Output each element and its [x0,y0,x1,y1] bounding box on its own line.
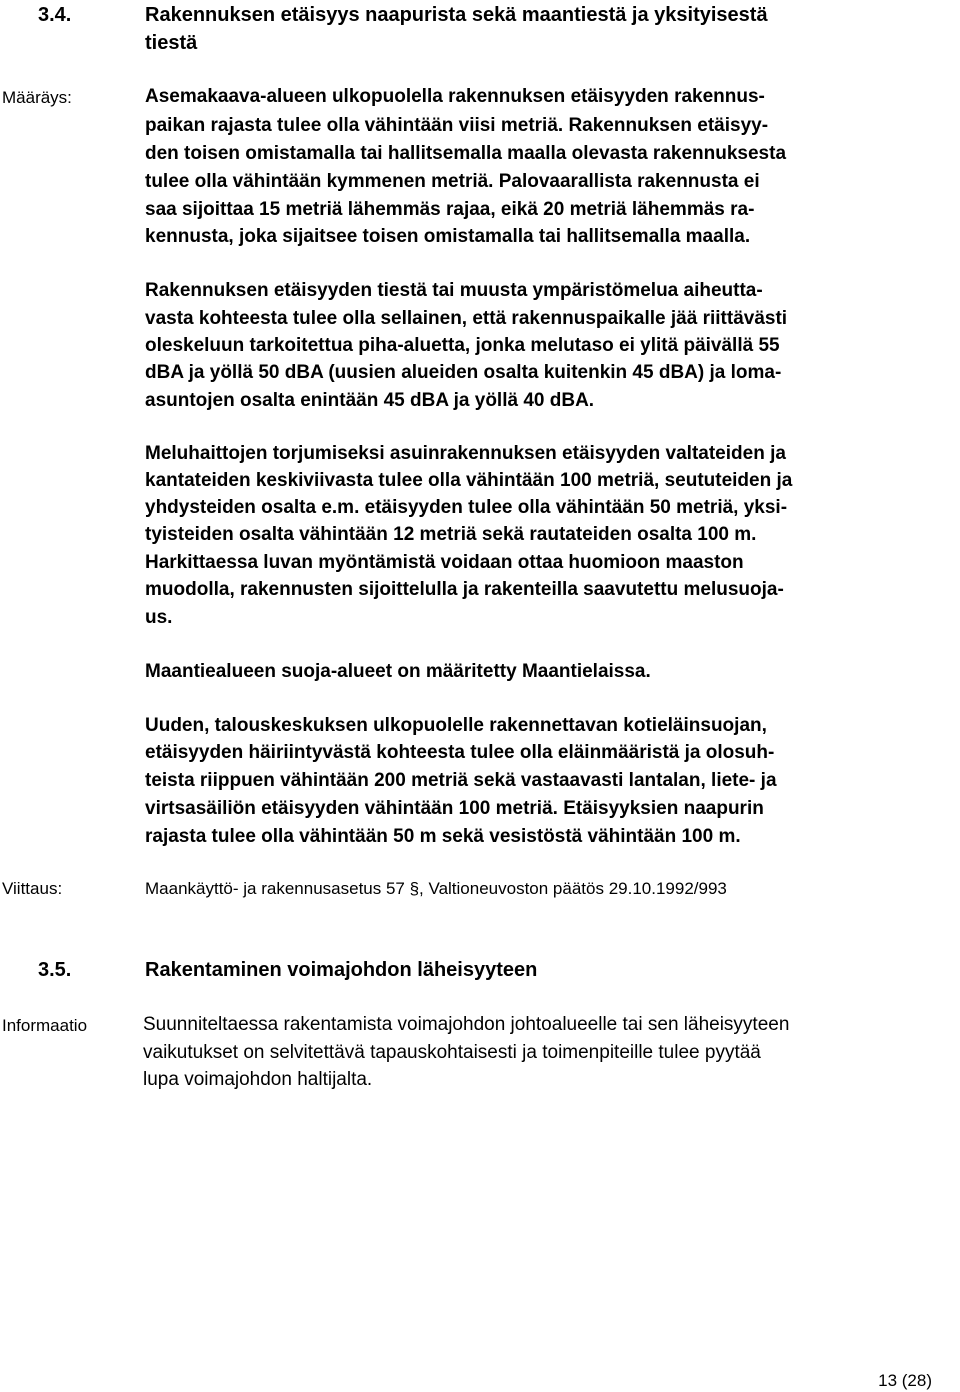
info-line: Suunniteltaessa rakentamista voimajohdon johtoalueelle tai sen läheisyyteen [143,1014,790,1035]
paragraph-line: Rakennuksen etäisyyden tiestä tai muusta ympäristömelua aiheutta- [145,280,763,301]
paragraph-line: us. [145,607,173,628]
paragraph-line: tulee olla vähintään kymmenen metriä. Palovaarallista rakennusta ei [145,171,760,192]
paragraph-line: teista riippuen vähintään 200 metriä sekä vastaavasti lantalan, liete- ja [145,770,777,791]
maarays-label: Määräys: [2,88,72,107]
paragraph-line: kennusta, joka sijaitsee toisen omistamalla tai hallitsemalla maalla. [145,226,751,247]
informaatio-label: Informaatio [2,1016,88,1035]
info-line: vaikutukset on selvitettävä tapauskohtaisesti ja toimenpiteille tulee pyytää [143,1042,761,1063]
paragraph-line: paikan rajasta tulee olla vähintään viisi metriä. Rakennuksen etäisyy- [145,115,769,136]
paragraph-line: dBA ja yöllä 50 dBA (uusien alueiden osalta kuitenkin 45 dBA) ja loma- [145,362,782,383]
paragraph-line: den toisen omistamalla tai hallitsemalla maalla olevasta rakennuksesta [145,143,787,164]
paragraph-line: saa sijoittaa 15 metriä lähemmäs rajaa, eikä 20 metriä lähemmäs ra- [145,199,755,220]
reference-text: Maankäyttö- ja rakennusasetus 57 §, Valtioneuvoston päätös 29.10.1992/993 [145,879,727,898]
paragraph-line: Meluhaittojen torjumiseksi asuinrakennuksen etäisyyden valtateiden ja [145,443,786,464]
section-number: 3.4. [38,4,72,26]
info-line: lupa voimajohdon haltijalta. [143,1069,373,1090]
paragraph-line: tyisteiden osalta vähintään 12 metriä sekä rautateiden osalta 100 m. [145,524,757,545]
page-number: 13 (28) [878,1371,932,1390]
section-title-line: tiestä [145,32,198,54]
paragraph-line: etäisyyden häiriintyvästä kohteesta tulee olla eläinmääristä ja olosuh- [145,742,775,763]
paragraph-line: yhdysteiden osalta e.m. etäisyyden tulee olla vähintään 50 metriä, yksi- [145,497,788,518]
paragraph-line: Uuden, talouskeskuksen ulkopuolelle rakennettavan kotieläinsuojan, [145,715,767,736]
section-title: Rakentaminen voimajohdon läheisyyteen [145,959,538,981]
paragraph-line: vasta kohteesta tulee olla sellainen, että rakennuspaikalle jää riittävästi [145,308,788,329]
paragraph-line: kantateiden keskiviivasta tulee olla vähintään 100 metriä, seututeiden ja [145,470,793,491]
paragraph-line: oleskeluun tarkoitettua piha-aluetta, jonka melutaso ei ylitä päivällä 55 [145,335,780,356]
paragraph-line: virtsasäiliön etäisyyden vähintään 100 metriä. Etäisyyksien naapurin [145,798,764,819]
paragraph-line: Maantiealueen suoja-alueet on määritetty Maantielaissa. [145,661,651,682]
paragraph-line: muodolla, rakennusten sijoittelulla ja rakenteilla saavutettu melusuoja- [145,579,784,600]
paragraph-line: Harkittaessa luvan myöntämistä voidaan ottaa huomioon maaston [145,552,744,573]
paragraph-line: asuntojen osalta enintään 45 dBA ja yöllä 40 dBA. [145,390,595,411]
section-title-line: Rakennuksen etäisyys naapurista sekä maantiestä ja yksityisestä [145,4,768,26]
paragraph-line: Asemakaava-alueen ulkopuolella rakennuksen etäisyyden rakennus- [145,86,765,107]
section-number: 3.5. [38,959,72,981]
paragraph-line: rajasta tulee olla vähintään 50 m sekä vesistöstä vähintään 100 m. [145,826,741,847]
viittaus-label: Viittaus: [2,879,63,898]
